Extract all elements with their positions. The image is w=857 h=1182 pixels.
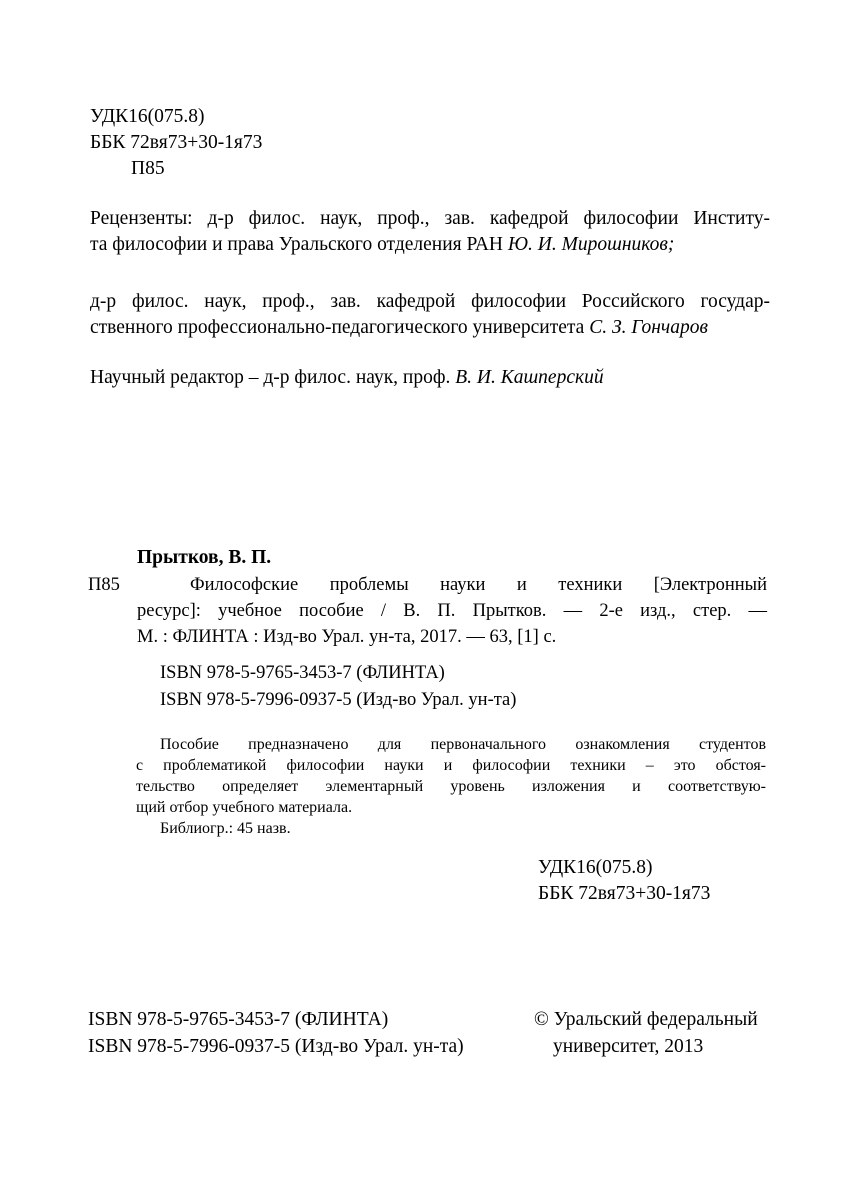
annotation-line4: щий отбор учебного материала. xyxy=(136,799,353,816)
catalog-isbn-2: ISBN 978-5-7996-0937-5 (Изд-во Урал. ун-та) xyxy=(160,690,517,710)
catalog-title-line3: М. : ФЛИНТА : Изд-во Урал. ун-та, 2017. — 63, [1] с. xyxy=(137,627,557,647)
reviewer-1-text2: та философии и права Уральского отделения РАН xyxy=(90,234,504,255)
catalog-author xyxy=(137,545,271,571)
udk-code: УДК16(075.8) xyxy=(90,106,205,127)
catalog-author-name: Прытков, В. П. xyxy=(137,547,272,568)
copyright-line1: © Уральский федеральный xyxy=(534,1009,758,1030)
catalog-mark: П85 xyxy=(88,575,120,595)
catalog-title-line2: ресурс]: учебное пособие / В. П. Прытков. — 2-е изд., стер. — xyxy=(137,601,767,621)
reviewer-2-line2 xyxy=(90,315,770,341)
editor-label: Научный редактор – д-р филос. наук, проф. xyxy=(90,367,451,388)
footer-isbn-1: ISBN 978-5-9765-3453-7 (ФЛИНТА) xyxy=(88,1009,389,1030)
reviewer-1-text: д-р филос. наук, проф., зав. кафедрой философии Институ- xyxy=(207,208,770,229)
reviewer-1-name: Ю. И. Мирошников; xyxy=(507,234,675,255)
copyright-line2: университет, 2013 xyxy=(553,1036,704,1057)
reviewers-label: Рецензенты: xyxy=(90,208,193,229)
reviewer-2-text2: ственного профессионально-педагогического университета xyxy=(90,317,585,338)
reviewer-1-line1 xyxy=(90,206,770,232)
scientific-editor xyxy=(90,365,604,391)
reviewer-1 xyxy=(90,206,770,258)
annotation-line1: Пособие предназначено для первоначального ознакомления студентов xyxy=(160,736,766,753)
reviewer-2-line1: д-р филос. наук, проф., зав. кафедрой философии Российского государ- xyxy=(90,291,770,312)
footer-isbn-2: ISBN 978-5-7996-0937-5 (Изд-во Урал. ун-та) xyxy=(88,1036,464,1057)
annotation-line3: тельство определяет элементарный уровень изложения и соответствую- xyxy=(136,778,766,795)
catalog-title-line1: Философские проблемы науки и техники [Электронный xyxy=(190,575,767,595)
editor-name: В. И. Кашперский xyxy=(455,367,604,388)
bibliography-count: Библиогр.: 45 назв. xyxy=(160,820,291,837)
catalog-description xyxy=(137,572,767,650)
author-mark: П85 xyxy=(131,158,165,179)
classification-udk: УДК16(075.8) xyxy=(538,857,653,878)
catalog-isbn-1: ISBN 978-5-9765-3453-7 (ФЛИНТА) xyxy=(160,663,445,683)
reviewer-2 xyxy=(90,289,770,341)
bbk-code: ББК 72вя73+30-1я73 xyxy=(90,132,263,153)
annotation-line2: с проблематикой философии науки и философии техники – это обстоя- xyxy=(136,757,766,774)
reviewer-2-name: С. З. Гончаров xyxy=(589,317,708,338)
reviewer-1-line2 xyxy=(90,232,770,258)
annotation xyxy=(136,734,766,839)
classification-bbk: ББК 72вя73+30-1я73 xyxy=(538,883,711,904)
